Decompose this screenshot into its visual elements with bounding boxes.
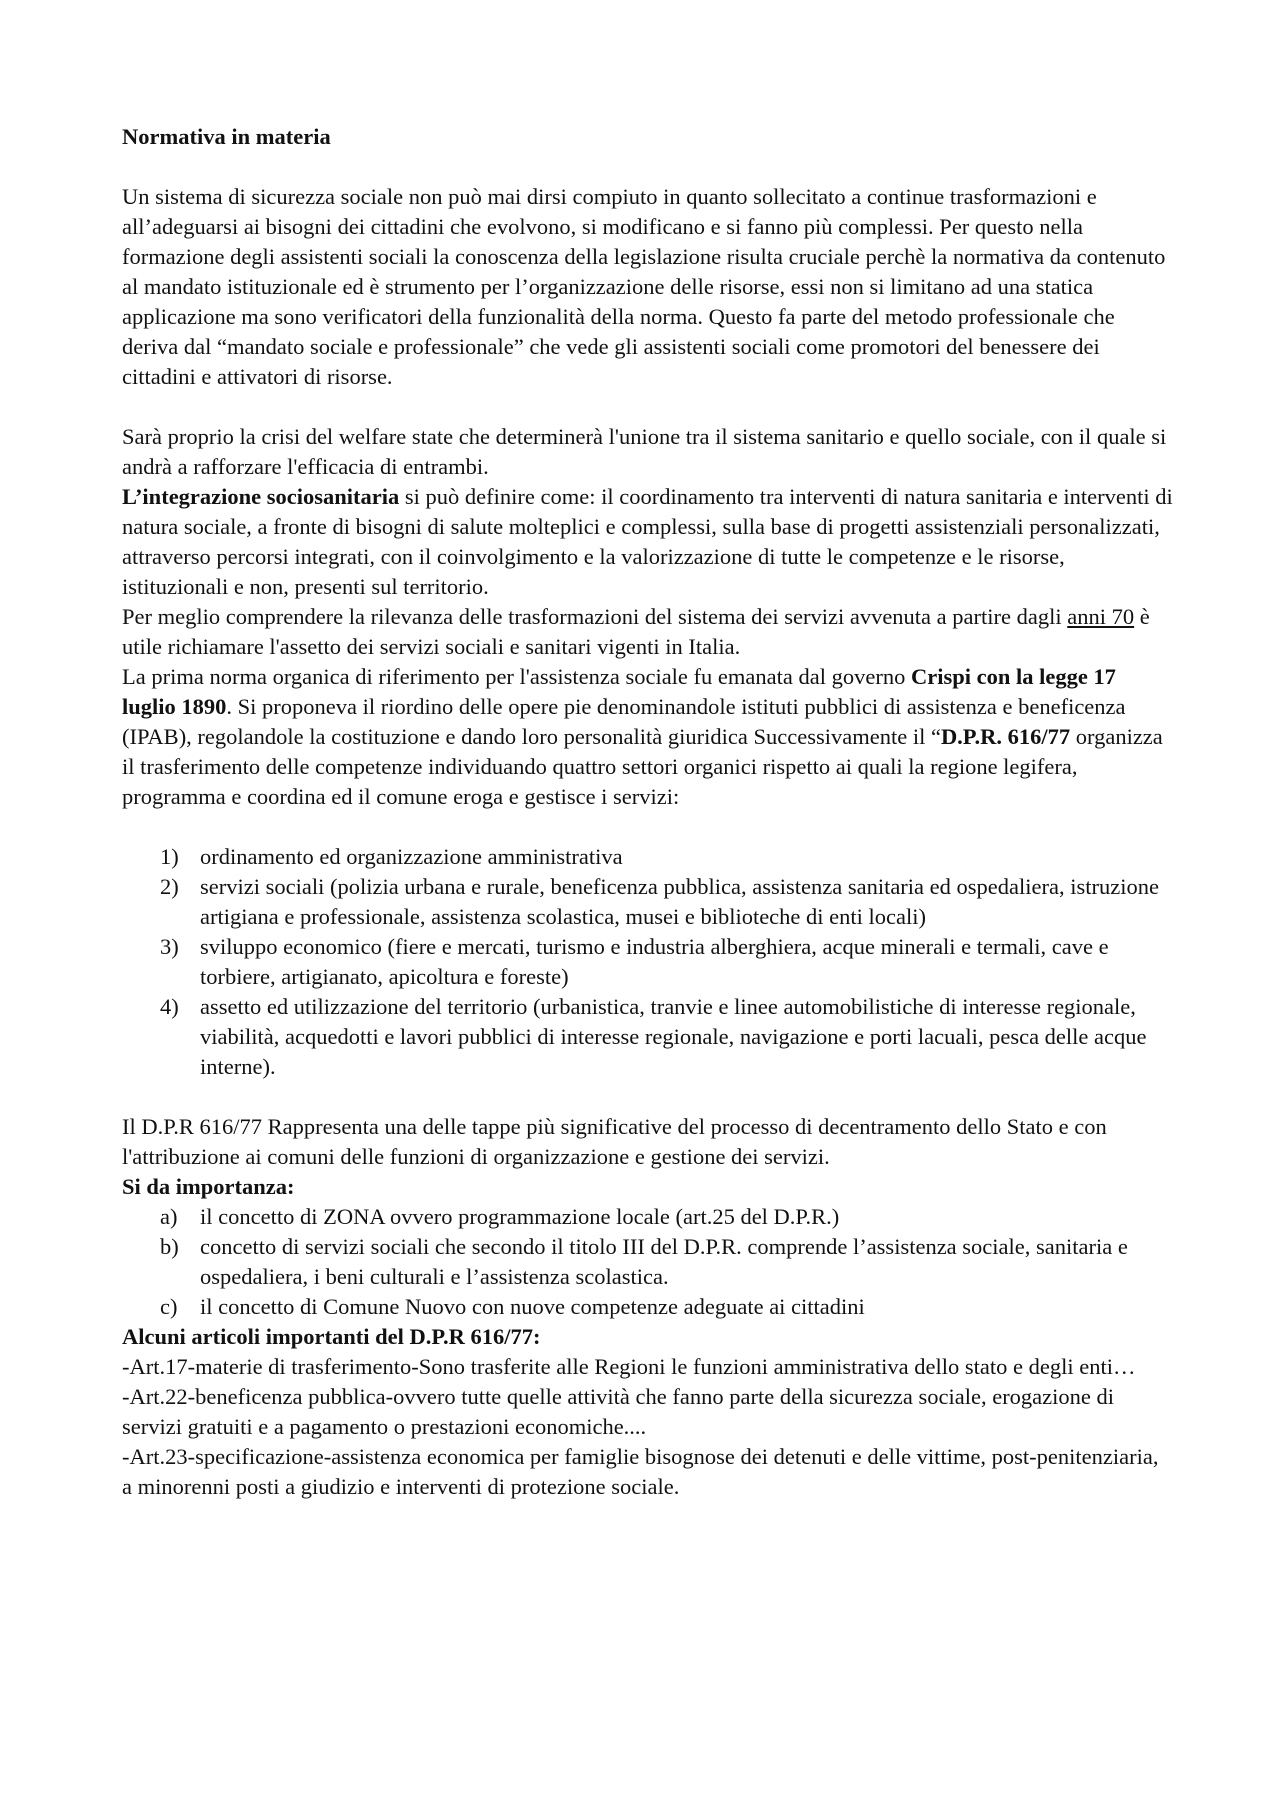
articles-heading: Alcuni articoli importanti del D.P.R 616/77: xyxy=(122,1324,541,1349)
seventies-paragraph xyxy=(122,602,1174,662)
intro-paragraph: Un sistema di sicurezza sociale non può mai dirsi compiuto in quanto sollecitato a continue trasformazioni e all’adeguarsi ai bisogni dei cittadini che evolvono, si modificano e si fanno più complessi. Per questo nella formazione degli assistenti sociali la conoscenza della legislazione risulta cruciale perchè la normativa da contenuto al mandato istituzionale ed è strumento per l’organizzazione delle risorse, essi non si limitano ad una statica applicazione ma sono verificatori della funzionalità della norma. Questo fa parte del metodo professionale che deriva dal “mandato sociale e professionale” che vede gli assistenti sociali come promotori del benessere dei cittadini e attivatori di risorse. xyxy=(122,184,1166,389)
seventies-before: Per meglio comprendere la rilevanza delle trasformazioni del sistema dei servizi avvenuta a partire dagli xyxy=(122,604,1068,629)
article-item: -Art.22-beneficenza pubblica-ovvero tutte quelle attività che fanno parte della sicurezza sociale, erogazione di servizi gratuiti e a pagamento o prestazioni economiche.... xyxy=(122,1384,1115,1439)
seventies-underlined: anni 70 xyxy=(1067,604,1135,629)
list-item xyxy=(122,992,1174,1082)
dpr-reference: D.P.R. 616/77 xyxy=(940,724,1071,749)
list-marker: a) xyxy=(160,1204,178,1229)
list-item-text: servizi sociali (polizia urbana e rurale, beneficenza pubblica, assistenza sanitaria ed ospedaliera, istruzione artigiana e professionale, assistenza scolastica, musei e biblioteche di enti locali) xyxy=(200,874,1159,929)
list-item xyxy=(122,932,1174,992)
list-item xyxy=(122,842,1174,872)
crispi-law: Crispi con la legge 17 luglio 1890 xyxy=(122,664,1116,719)
article-item: -Art.23-specificazione-assistenza economica per famiglie bisognose dei detenuti e delle vittime, post-penitenziaria, a minorenni posti a giudizio e interventi di protezione sociale. xyxy=(122,1444,1159,1499)
list-marker: 1) xyxy=(160,844,179,869)
dpr-paragraph: Il D.P.R 616/77 Rappresenta una delle tappe più significative del processo di decentramento dello Stato e con l'attribuzione ai comuni delle funzioni di organizzazione e gestione dei servizi. xyxy=(122,1114,1107,1169)
integration-paragraph xyxy=(122,482,1174,602)
importance-heading: Si da importanza: xyxy=(122,1174,295,1199)
list-item xyxy=(122,872,1174,932)
crispi-after2: organizza il trasferimento delle competenze individuando quattro settori organici rispetto ai quali la regione legifera, programma e coordina ed il comune eroga e gestisce i servizi: xyxy=(122,724,1163,809)
integration-definition: si può definire come: il coordinamento tra interventi di natura sanitaria e interventi di natura sociale, a fronte di bisogni di salute molteplici e complessi, sulla base di progetti assistenziali personalizzati, attraverso percorsi integrati, con il coinvolgimento e la valorizzazione di tutte le competenze e le risorse, istituzionali e non, presenti sul territorio. xyxy=(122,484,1173,599)
list-item-text: ordinamento ed organizzazione amministrativa xyxy=(200,844,623,869)
crispi-paragraph xyxy=(122,662,1174,812)
list-item xyxy=(122,1292,1174,1322)
list-item xyxy=(122,1232,1174,1292)
sectors-list xyxy=(122,842,1174,1082)
list-marker: c) xyxy=(160,1294,178,1319)
list-item-text: concetto di servizi sociali che secondo il titolo III del D.P.R. comprende l’assistenza sociale, sanitaria e ospedaliera, i beni culturali e l’assistenza scolastica. xyxy=(200,1234,1128,1289)
list-marker: 3) xyxy=(160,934,179,959)
list-item-text: il concetto di Comune Nuovo con nuove competenze adeguate ai cittadini xyxy=(200,1294,865,1319)
list-item xyxy=(122,1202,1174,1232)
list-marker: 4) xyxy=(160,994,179,1019)
list-item-text: sviluppo economico (fiere e mercati, turismo e industria alberghiera, acque minerali e termali, cave e torbiere, artigianato, apicoltura e foreste) xyxy=(200,934,1109,989)
article-item: -Art.17-materie di trasferimento-Sono trasferite alle Regioni le funzioni amministrativa dello stato e degli enti… xyxy=(122,1354,1136,1379)
list-marker: b) xyxy=(160,1234,179,1259)
welfare-crisis-paragraph: Sarà proprio la crisi del welfare state che determinerà l'unione tra il sistema sanitario e quello sociale, con il quale si andrà a rafforzare l'efficacia di entrambi. xyxy=(122,424,1167,479)
list-item-text: il concetto di ZONA ovvero programmazione locale (art.25 del D.P.R.) xyxy=(200,1204,840,1229)
list-marker: 2) xyxy=(160,874,179,899)
crispi-after: . Si proponeva il riordino delle opere pie denominandole istituti pubblici di assistenza e beneficenza (IPAB), regolandole la costituzione e dando loro personalità giuridica Successivamente il “ xyxy=(122,694,1126,749)
seventies-after: è utile richiamare l'assetto dei servizi sociali e sanitari vigenti in Italia. xyxy=(122,604,1150,659)
document-page xyxy=(122,122,1174,1502)
list-item-text: assetto ed utilizzazione del territorio (urbanistica, tranvie e linee automobilistiche di interesse regionale, viabilità, acquedotti e lavori pubblici di interesse regionale, navigazione e porti lacuali, pesca delle acque interne). xyxy=(200,994,1147,1079)
crispi-before: La prima norma organica di riferimento per l'assistenza sociale fu emanata dal governo xyxy=(122,664,911,689)
integration-term: L’integrazione sociosanitaria xyxy=(122,484,400,509)
importance-list xyxy=(122,1202,1174,1322)
document-title: Normativa in materia xyxy=(122,124,331,149)
